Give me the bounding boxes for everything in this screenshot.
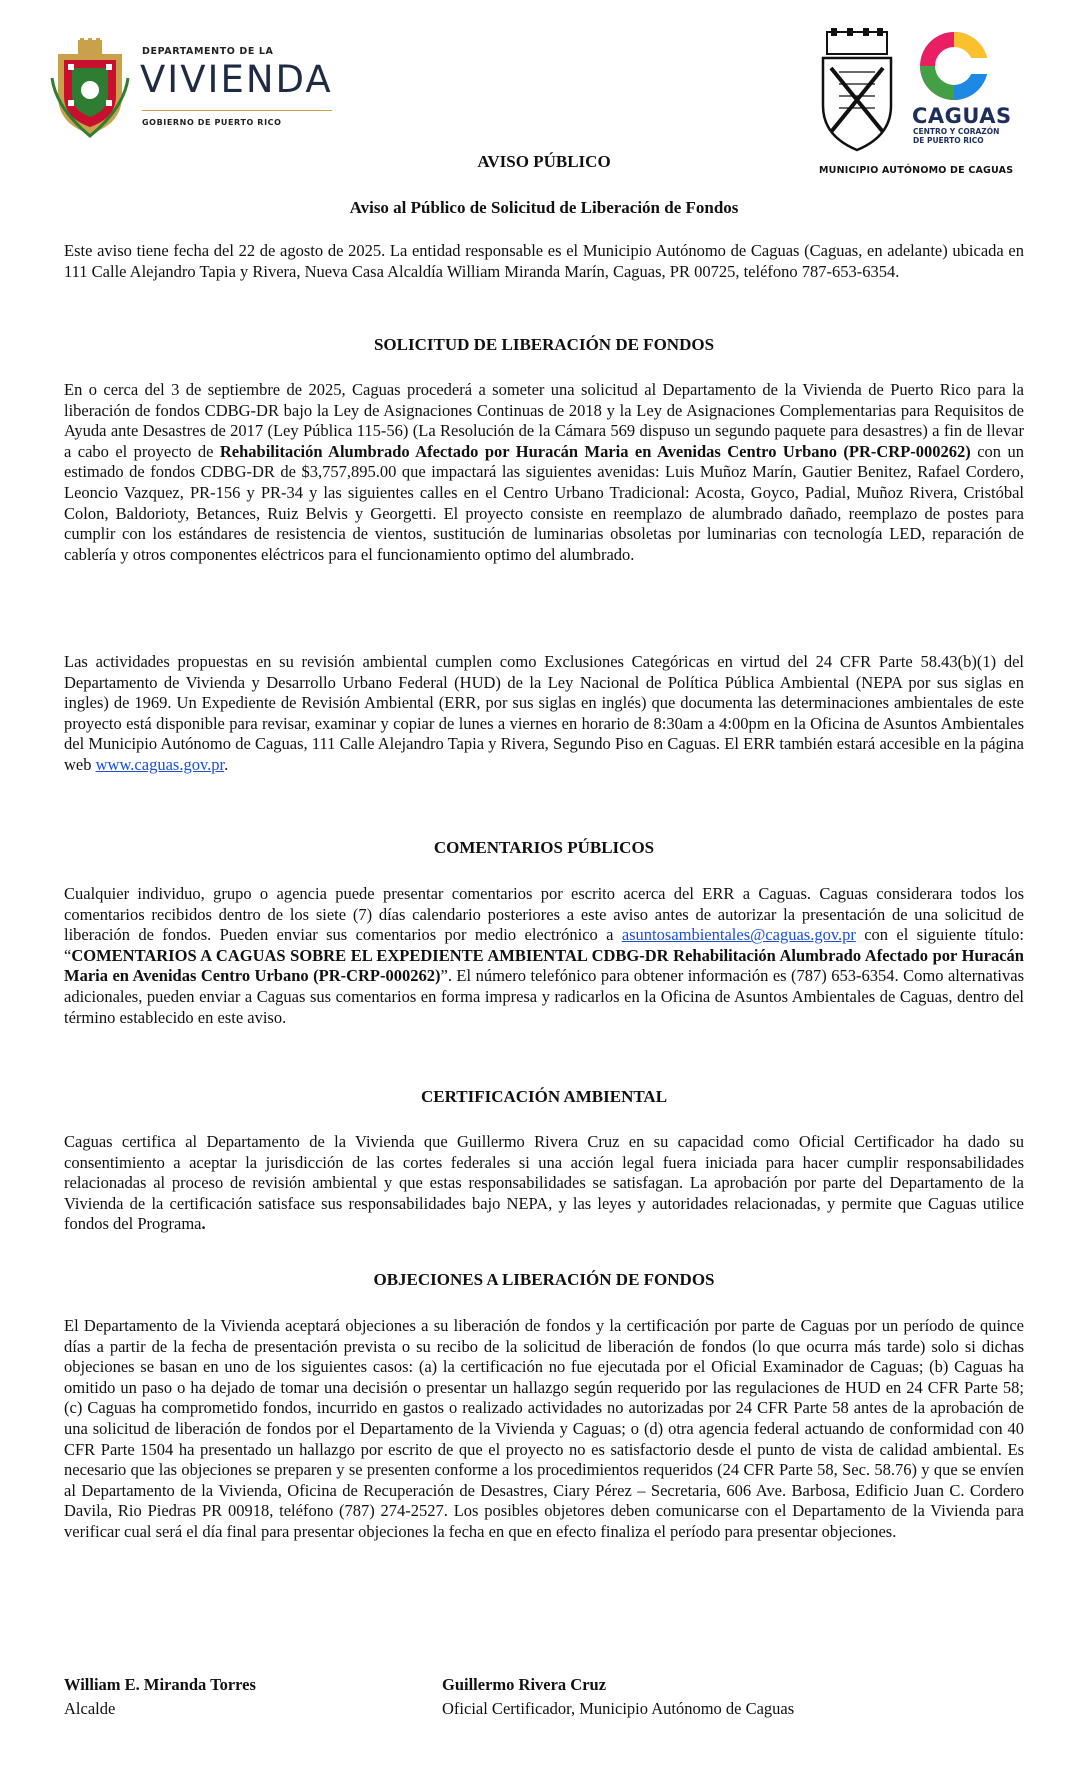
comment-title-bold: COMENTARIOS A CAGUAS SOBRE EL EXPEDIENTE AMBIENTAL CDBG-DR Rehabilitación Alumbrado Afectado por Huracán Maria en Avenidas Centro Urbano (PR-CRP-000262)	[64, 945, 1024, 986]
objeciones-paragraph: El Departamento de la Vivienda aceptará objeciones a su liberación de fondos y la certificación por parte de Caguas por un período de quince días a partir de la fecha de presentación prevista o su recibo de la solicitud de liberación de fondos (lo que ocurra más tarde) solo si dichas objeciones se basan en uno de los siguientes casos: (a) la certificación no fue ejecutada por el Oficial Examinador de Caguas; (b) Caguas ha omitido un paso o ha dejado de tomar una decisión o presentar un hallazgo según requerido por las regulaciones de HUD en 24 CFR Parte 58; (c) Caguas ha comprometido fondos, incurrido en gastos o realizado actividades no autorizadas por 24 CFR Parte 58 antes de la aprobación de una solicitud de liberación de fondos por el Departamento de la Vivienda y Caguas; o (d) otra agencia federal actuando de conformidad con 40 CFR Parte 1504 ha presentado un hallazgo por escrito de que el proyecto no es satisfactorio desde el punto de vista de calidad ambiental. Es necesario que las objeciones se preparen y se presenten conforme a los procedimientos requeridos (24 CFR Parte 58, Sec. 58.76) y que se envíen al Departamento de la Vivienda, Oficina de Recuperación de Desastres, Ciary Pérez – Secretaria, 606 Ave. Barbosa, Edificio Juan C. Cordero Davila, Rio Piedras PR 00918, teléfono (787) 274-2527. Los posibles objetores deben comunicarse con el Departamento de la Vivienda para verificar cual será el día final para presentar objeciones la fecha en que en efecto finaliza el período para presentar objeciones.	[64, 1316, 1024, 1541]
comentarios-paragraph	[64, 884, 1024, 1028]
vivienda-government-text: GOBIERNO DE PUERTO RICO	[142, 118, 282, 127]
caguas-website-link[interactable]: www.caguas.gov.pr	[95, 754, 225, 774]
environmental-review-paragraph	[64, 652, 1024, 776]
signatory-title: Oficial Certificador, Municipio Autónomo de Caguas	[442, 1699, 795, 1718]
comentarios-text-a: Cualquier individuo, grupo o agencia puede presentar comentarios por escrito acerca del ERR a Caguas. Caguas considerara todos los comentarios recibidos dentro de los siete (7) días calendario posteriores a este aviso antes de autorizar la presentación de una solicitud de liberación de fondos. Pueden enviar sus comentarios por medio electrónico a	[64, 884, 1024, 945]
signature-block-certifier	[442, 1673, 794, 1721]
review-text-a: Las actividades propuestas en su revisión ambiental cumplen como Exclusiones Categóricas en virtud del 24 CFR Parte 58.43(b)(1) del Departamento de Vivienda y Desarrollo Urbano Federal (HUD) de la Ley Nacional de Política Pública Ambiental (NEPA por sus siglas en ingles) de 1969. Un Expediente de Revisión Ambiental (ERR, por sus siglas en inglés) que documenta las determinaciones ambientales de este proyecto está disponible para revisar, examinar y copiar de lunes a viernes en horario de 8:30am a 4:00pm en la Oficina de Asuntos Ambientales del Municipio Autónomo de Caguas, 111 Calle Alejandro Tapia y Rivera, Segundo Piso en Caguas. El ERR también estará accesible en la página web	[64, 652, 1024, 774]
vivienda-logo	[50, 38, 380, 148]
comentarios-text-c: ”. El número telefónico para obtener información es (787) 653-6354. Como alternativas adicionales, pueden enviar a Caguas sus comentarios en forma impresa y radicarlos en la Oficina de Asuntos Ambientales de Caguas, dentro del término establecido en este aviso.	[64, 966, 1024, 1027]
puerto-rico-crest-icon	[50, 38, 130, 138]
intro-paragraph: Este aviso tiene fecha del 22 de agosto de 2025. La entidad responsable es el Municipio Autónomo de Caguas (Caguas, en adelante) ubicada en 111 Calle Alejandro Tapia y Rivera, Nueva Casa Alcaldía William Miranda Marín, Caguas, PR 00725, teléfono 787-653-6354.	[64, 241, 1024, 281]
signatory-title: Alcalde	[64, 1699, 116, 1718]
certificacion-paragraph	[64, 1132, 1024, 1235]
signatory-name: William E. Miranda Torres	[64, 1675, 256, 1694]
section-heading-solicitud: SOLICITUD DE LIBERACIÓN DE FONDOS	[373, 335, 715, 354]
certificacion-period: .	[201, 1214, 206, 1234]
signatory-name: Guillermo Rivera Cruz	[442, 1675, 607, 1694]
document-subtitle: Aviso al Público de Solicitud de Liberación de Fondos	[349, 198, 739, 217]
certificacion-text: Caguas certifica al Departamento de la Vivienda que Guillermo Rivera Cruz en su capacidad como Oficial Certificador ha dado su consentimiento a aceptar la jurisdicción de las cortes federales si una acción legal fuera iniciada para hacer cumplir responsabilidades relacionadas al proceso de revisión ambiental y que estas responsabilidades se satisfagan. La aprobación por parte del Departamento de la Vivienda de la certificación satisface sus responsabilidades bajo NEPA, y las leyes y autoridades relacionadas, y permite que Caguas utilice fondos del Programa	[64, 1132, 1024, 1234]
section-heading-certificacion: CERTIFICACIÓN AMBIENTAL	[420, 1087, 668, 1106]
caguas-tagline-text: CENTRO Y CORAZÓN DE PUERTO RICO	[913, 127, 1000, 145]
project-name-bold: Rehabilitación Alumbrado Afectado por Huracán Maria en Avenidas Centro Urbano (PR-CRP-000262)	[219, 441, 971, 461]
solicitud-text-b: con un estimado de fondos CDBG-DR de $3,757,895.00 que impactará las siguientes avenidas: Luis Muñoz Marín, Gautier Benitez, Rafael Cordero, Leoncio Vazquez, PR-156 y PR-34 y las siguientes calles en el Centro Urbano Tradicional: Acosta, Goyco, Padial, Muñoz Rivera, Cristóbal Colon, Baldorioty, Betances, Ruiz Belvis y Georgetti. El proyecto consiste en reemplazo de alumbrado dañado, reemplazo de postes para cumplir con los estándares de resistencia de vientos, sustitución de luminarias obsoletas por luminarias con tecnología LED, reparación de cablería y otros componentes eléctricos para el funcionamiento optimo del alumbrado.	[64, 441, 1024, 564]
section-heading-comentarios: COMENTARIOS PÚBLICOS	[433, 838, 655, 857]
caguas-name-text: CAGUAS	[912, 104, 1012, 128]
vivienda-department-text: DEPARTAMENTO DE LA	[142, 46, 274, 57]
section-heading-objeciones: OBJECIONES A LIBERACIÓN DE FONDOS	[373, 1270, 715, 1289]
signature-block-mayor	[64, 1673, 256, 1721]
review-text-b: .	[224, 754, 229, 774]
comentarios-text-b: con el siguiente título: “	[64, 925, 1024, 965]
caguas-municipality-text: MUNICIPIO AUTÓNOMO DE CAGUAS	[819, 165, 1014, 176]
email-link[interactable]: asuntosambientales@caguas.gov.pr	[621, 925, 856, 945]
vivienda-divider	[142, 110, 332, 111]
caguas-color-logo-icon	[909, 28, 999, 108]
document-title: AVISO PÚBLICO	[477, 152, 611, 171]
caguas-coat-of-arms-icon	[817, 28, 897, 158]
solicitud-text-a: En o cerca del 3 de septiembre de 2025, Caguas procederá a someter una solicitud al Departamento de la Vivienda de Puerto Rico para la liberación de fondos CDBG-DR bajo la Ley de Asignaciones Continuas de 2018 y la Ley de Asignaciones Complementarias para Requisitos de Ayuda ante Desastres de 2017 (Ley Pública 115-56) (La Resolución de la Cámara 569 dispuso un segundo paquete para desastres) a fin de llevar a cabo el proyecto de	[64, 380, 1024, 461]
solicitud-paragraph	[64, 380, 1024, 565]
vivienda-name-text: VIVIENDA	[140, 58, 333, 101]
